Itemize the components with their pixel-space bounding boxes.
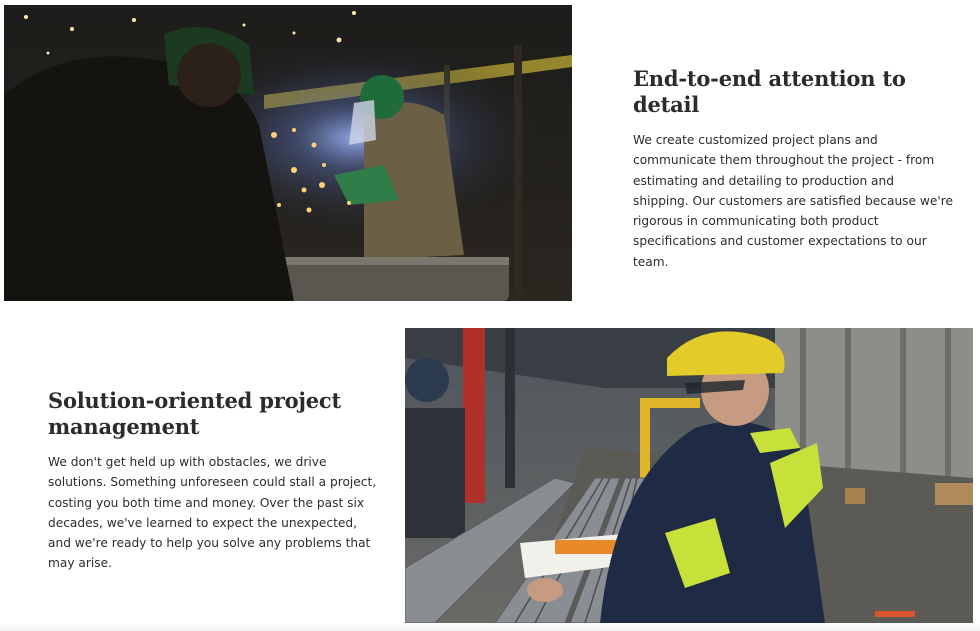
section-attention-to-detail bbox=[633, 66, 953, 272]
section-body: We don't get held up with obstacles, we drive solutions. Something unforeseen could stall a project, costing you both time and money. Over the past six decades, we've learned to expect the unexpected, and we're ready to help you solve any problems that may arise. bbox=[48, 455, 377, 571]
inspector-illustration bbox=[405, 328, 973, 623]
section-body: We create customized project plans and communicate them throughout the project - from estimating and detailing to production and shipping. Our customers are satisfied because we're rigorous in communicating both product specifications and customer expectations to our team. bbox=[633, 133, 953, 269]
section-heading: End-to-end attention to detail bbox=[633, 66, 906, 117]
welder-photo bbox=[4, 5, 572, 301]
welder-illustration bbox=[4, 5, 572, 301]
bottom-edge bbox=[0, 623, 980, 631]
inspector-photo bbox=[405, 328, 973, 623]
section-heading: Solution-oriented project management bbox=[48, 388, 342, 439]
section-solution-oriented bbox=[48, 388, 378, 574]
